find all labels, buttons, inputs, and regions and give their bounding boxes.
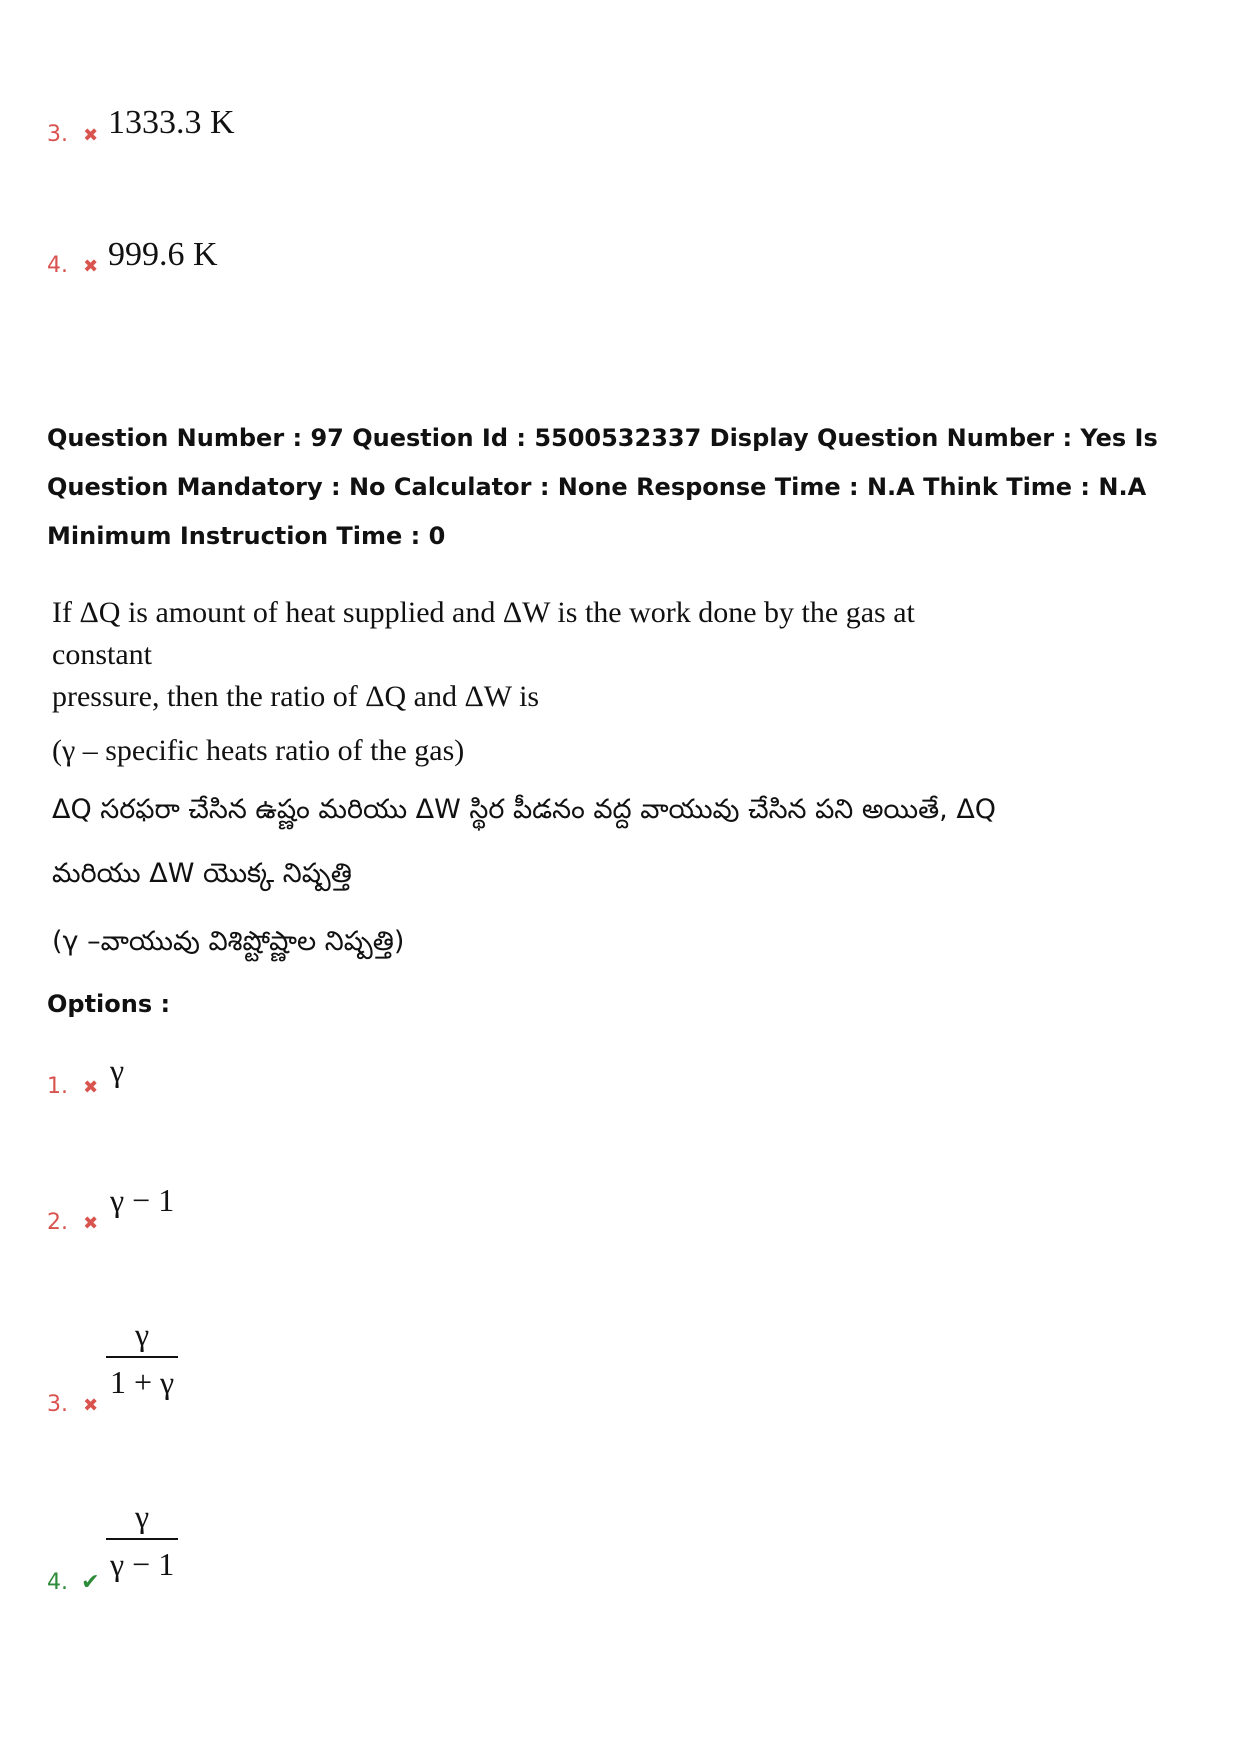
question-english-note: (γ – specific heats ratio of the gas)	[52, 734, 465, 767]
option-2-text: γ − 1	[110, 1182, 175, 1218]
option-number: 4.	[47, 1570, 68, 1595]
question-telugu-note: (γ –వాయువు విశిష్టోష్ణాల నిష్పత్తి)	[52, 926, 405, 957]
cross-icon: ✖	[83, 1213, 99, 1234]
option-number: 4.	[47, 253, 68, 278]
prev-option-4-text: 999.6 K	[108, 236, 218, 273]
question-english-line1: If ΔQ is amount of heat supplied and ΔW is the work done by the gas at constant	[52, 596, 915, 671]
cross-icon: ✖	[83, 1077, 99, 1098]
option-4	[47, 1570, 100, 1595]
fraction-denominator: γ − 1	[106, 1538, 178, 1586]
question-telugu-line2: మరియు ΔW యొక్క నిష్పత్తి	[52, 858, 352, 889]
prev-option-4	[47, 253, 98, 278]
option-number: 3.	[47, 1392, 68, 1417]
question-telugu-line1: ΔQ సరఫరా చేసిన ఉష్ణం మరియు ΔW స్థిర పీడనం వద్ద వాయువు చేసిన పని అయితే, ΔQ	[52, 794, 997, 825]
fraction-denominator: 1 + γ	[106, 1356, 178, 1404]
option-number: 1.	[47, 1074, 68, 1099]
option-3-fraction	[106, 1312, 178, 1404]
option-1	[47, 1074, 98, 1099]
fraction-numerator: γ	[135, 1498, 150, 1534]
prev-option-3	[47, 122, 98, 147]
cross-icon: ✖	[83, 256, 99, 277]
prev-option-3-text: 1333.3 K	[108, 104, 235, 141]
option-3	[47, 1392, 98, 1417]
option-1-text: γ	[110, 1052, 125, 1088]
option-number: 3.	[47, 122, 68, 147]
options-label: Options :	[47, 990, 171, 1018]
question-english-line2: pressure, then the ratio of ΔQ and ΔW is	[52, 680, 540, 713]
check-icon: ✔	[81, 1570, 100, 1595]
cross-icon: ✖	[83, 1395, 99, 1416]
option-4-fraction	[106, 1494, 178, 1586]
option-number: 2.	[47, 1210, 68, 1235]
fraction-numerator: γ	[135, 1316, 150, 1352]
question-body	[52, 592, 1012, 964]
cross-icon: ✖	[83, 125, 99, 146]
question-meta: Question Number : 97 Question Id : 5500532337 Display Question Number : Yes Is Question Mandatory : No Calculator : None Response Time : N.A Think Time : N.A Minimum Instruction Time : 0	[47, 424, 1158, 550]
option-2	[47, 1210, 98, 1235]
